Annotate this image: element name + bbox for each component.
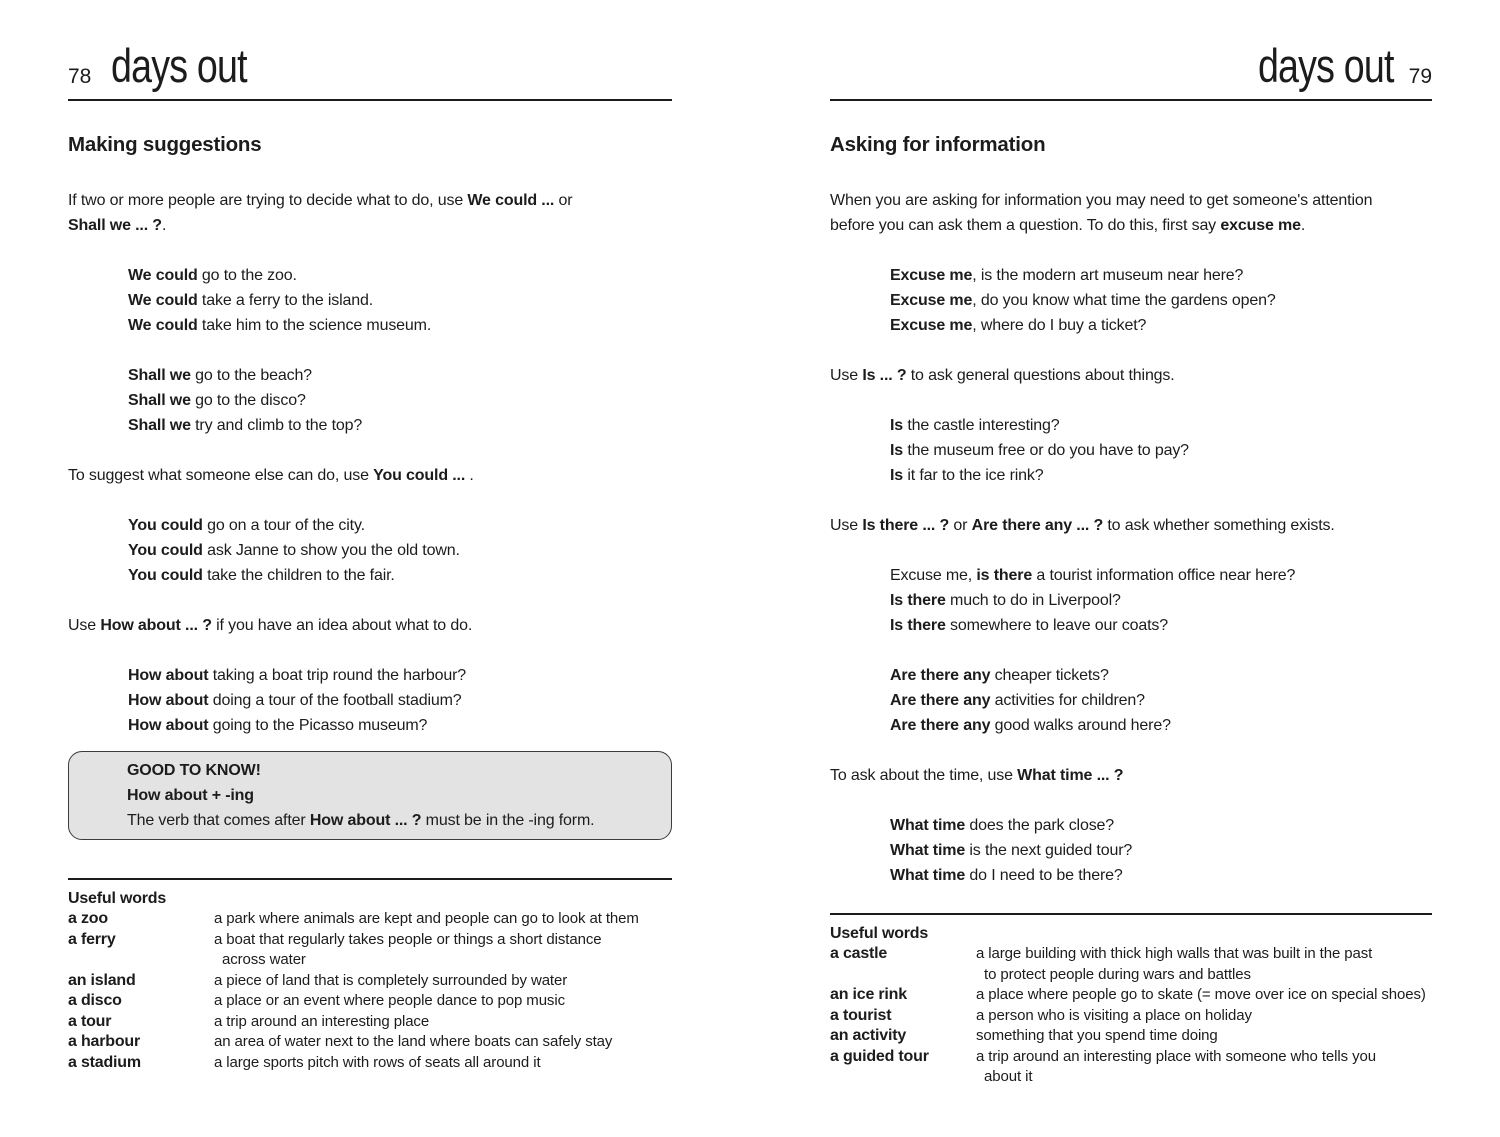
text-line: Are there any good walks around here? [890,717,1171,734]
term: a tourist [830,1006,892,1024]
running-head: days out [1257,39,1394,92]
text-line: Is it far to the ice rink? [890,467,1044,484]
text-line: Shall we go to the disco? [128,392,306,409]
section-title: Asking for information [830,133,1046,156]
definition-line: a piece of land that is completely surrounded by water [214,971,568,989]
useful-words-row [68,991,672,1012]
definition-line: a place or an event where people dance to pop music [214,992,565,1009]
text-line: What time does the park close? [890,817,1115,834]
useful-words-row [68,930,672,971]
text-line: We could take him to the science museum. [128,317,432,334]
page-flow [830,188,1432,1088]
definition [214,971,672,992]
text-line: before you can ask them a question. To do this, first say excuse me. [830,217,1306,234]
example-group [68,363,672,438]
text-line: Shall we ... ?. [68,217,167,234]
paragraph [830,763,1432,788]
term: an ice rink [830,986,907,1003]
text-line: To suggest what someone else can do, use You could ... . [68,467,474,484]
paragraph [68,188,672,238]
text-line: You could go on a tour of the city. [128,517,365,534]
useful-words-row [830,944,1432,985]
paragraph [830,513,1432,538]
text-line: We could go to the zoo. [128,267,297,284]
example-group [68,513,672,588]
term: a tour [68,1012,112,1030]
good-to-know-box [68,751,672,840]
text-line: Use Is ... ? to ask general questions about things. [830,367,1175,384]
example-group [68,263,672,338]
text-line: Use How about ... ? if you have an idea about what to do. [68,617,473,634]
text-line: What time is the next guided tour? [890,842,1133,859]
example-group [830,813,1432,888]
useful-words [68,878,672,1073]
definition [976,985,1432,1006]
useful-words-row [830,1006,1432,1027]
text-line: Use Is there ... ? or Are there any ... ? to ask whether something exists. [830,517,1335,534]
definition-line: a boat that regularly takes people or things a short distance [214,930,602,948]
text-line: When you are asking for information you may need to get someone's attention [830,192,1373,209]
text-line: Excuse me, where do I buy a ticket? [890,317,1147,334]
definition-line: a place where people go to skate (= move over ice on special shoes) [976,986,1426,1003]
section-title: Making suggestions [68,133,262,156]
page-left [68,0,672,1073]
definition-line: about it [984,1068,1033,1085]
useful-words-row [68,909,672,930]
example-group [830,263,1432,338]
text-line: Is the museum free or do you have to pay? [890,442,1189,459]
paragraph [830,188,1432,238]
example-group [830,413,1432,488]
text-line: You could take the children to the fair. [128,567,395,584]
definition-line: something that you spend time doing [976,1027,1218,1044]
text-line: What time do I need to be there? [890,867,1123,884]
definition-line: an area of water next to the land where boats can safely stay [214,1033,613,1050]
definition [214,1012,672,1033]
term: a castle [830,945,888,962]
definition-line: a large sports pitch with rows of seats all around it [214,1053,541,1071]
term: a disco [68,992,122,1009]
definition [214,991,672,1012]
text-line: Are there any cheaper tickets? [890,667,1109,684]
useful-words-heading: Useful words [68,890,167,907]
page-header [68,39,672,101]
useful-words-heading: Useful words [830,925,929,942]
useful-words [830,913,1432,1088]
definition-line: a person who is visiting a place on holiday [976,1006,1252,1024]
running-head: days out [111,39,248,92]
useful-words-row [68,1032,672,1053]
text-line: How about + -ing [127,787,254,804]
definition [976,1006,1432,1027]
definition [976,1026,1432,1047]
text-line: How about going to the Picasso museum? [128,717,428,734]
text-line: Excuse me, is the modern art museum near here? [890,267,1244,284]
text-line: GOOD TO KNOW! [127,762,261,779]
definition [214,1053,672,1074]
definition [976,1047,1432,1088]
useful-words-row [68,971,672,992]
page-flow [68,188,672,1073]
definition-line: across water [222,951,306,968]
page-header [830,39,1432,101]
text-line: You could ask Janne to show you the old town. [128,542,460,559]
text-line: The verb that comes after How about ... ? must be in the -ing form. [127,812,595,829]
term: a stadium [68,1053,141,1071]
text-line: Excuse me, do you know what time the gardens open? [890,292,1276,309]
page-number: 79 [1408,65,1432,88]
example-group [830,563,1432,638]
page-right [830,0,1432,1088]
text-line: Is the castle interesting? [890,417,1060,434]
definition [214,930,672,971]
term: a guided tour [830,1047,929,1065]
example-group [68,663,672,738]
text-line: Are there any activities for children? [890,692,1145,709]
text-line: If two or more people are trying to decide what to do, use We could ... or [68,192,573,209]
text-line: How about taking a boat trip round the harbour? [128,667,467,684]
definition-line: a park where animals are kept and people can go to look at them [214,910,639,927]
useful-words-row [68,1012,672,1033]
text-line: Shall we try and climb to the top? [128,417,363,434]
useful-words-row [830,985,1432,1006]
paragraph [68,613,672,638]
definition [214,1032,672,1053]
definition-line: a large building with thick high walls that was built in the past [976,945,1373,962]
useful-words-row [830,1026,1432,1047]
paragraph [830,363,1432,388]
page-number: 78 [68,65,92,88]
term: an activity [830,1027,907,1044]
text-line: Shall we go to the beach? [128,367,312,384]
text-line: Is there somewhere to leave our coats? [890,617,1169,634]
term: an island [68,971,136,989]
text-line: We could take a ferry to the island. [128,292,374,309]
definition-line: to protect people during wars and battles [984,965,1251,983]
definition-line: a trip around an interesting place [214,1012,430,1030]
paragraph [68,463,672,488]
text-line: How about doing a tour of the football stadium? [128,692,462,709]
definition [214,909,672,930]
useful-words-row [830,1047,1432,1088]
text-line: To ask about the time, use What time ... ? [830,767,1124,784]
example-group [830,663,1432,738]
term: a harbour [68,1033,140,1050]
definition-line: a trip around an interesting place with someone who tells you [976,1047,1376,1065]
definition [976,944,1432,985]
text-line: Excuse me, is there a tourist information office near here? [890,567,1296,584]
text-line: Is there much to do in Liverpool? [890,592,1121,609]
term: a ferry [68,930,116,948]
term: a zoo [68,910,108,927]
useful-words-row [68,1053,672,1074]
